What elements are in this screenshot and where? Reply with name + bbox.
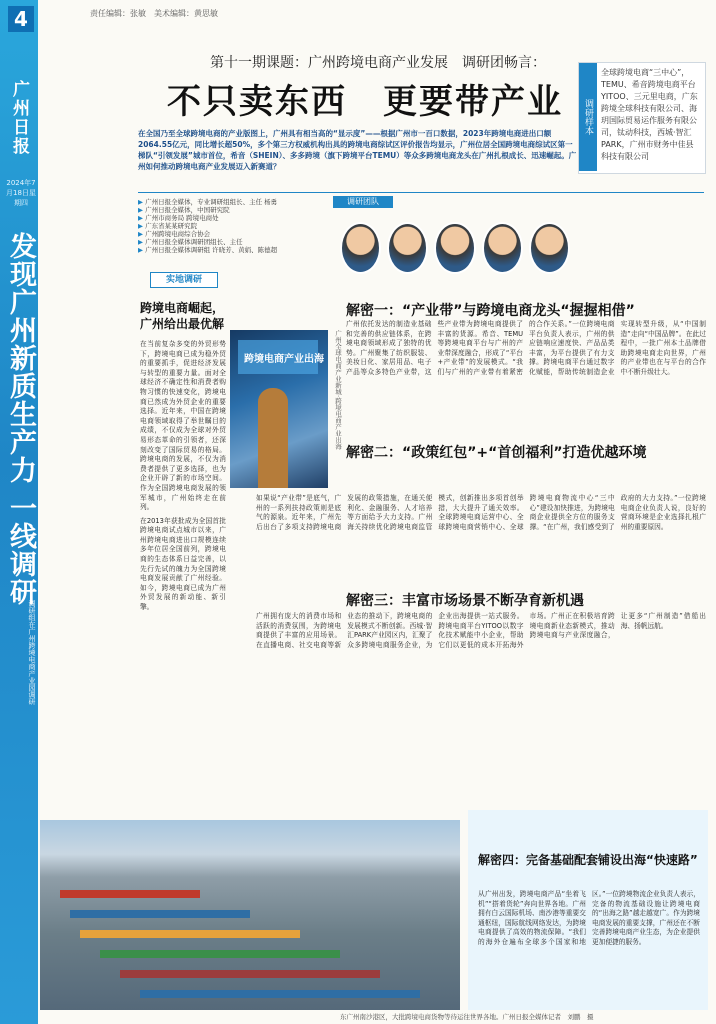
team-tag: 调研团队 — [333, 196, 393, 208]
side-note: 调研组在广州跨境电商产业园调研 — [28, 600, 36, 705]
main-photo — [230, 330, 328, 488]
container-row — [140, 990, 420, 998]
container-row — [120, 970, 380, 978]
photo-sign: 跨境电商产业出海 — [244, 354, 324, 365]
container-row — [70, 910, 250, 918]
team-member: ▶ 广州日报全媒体调研团组长、主任 — [138, 238, 338, 246]
member-photo — [340, 222, 381, 274]
page-number: 4 — [8, 6, 34, 32]
team-member: ▶ 广州市商务局 跨境电商处 — [138, 214, 338, 222]
team-photos — [340, 222, 570, 282]
intro-heading: 跨境电商崛起，广州给出最优解 — [140, 301, 225, 331]
headline: 不只卖东西 更要带产业 — [167, 82, 563, 122]
section4-box — [468, 810, 708, 1010]
sample-tag: 调研样本 — [579, 63, 597, 171]
member-photo — [434, 222, 475, 274]
member-photo — [387, 222, 428, 274]
container-row — [100, 950, 340, 958]
paper-logo: 广州日报 — [9, 80, 29, 156]
section4-body: 从广州出发，跨境电商产品“坐着飞机”“搭着货轮”奔向世界各地。广州拥有白云国际机场、南沙港等重要交通枢纽，国际航线网络发达，为跨境电商提供了高效的物流保障。“我们的海外仓遍布全球多个国家和地区。”一位跨境物流企业负责人表示，完备的物流基础设施让跨境电商的“出海之路”越走越宽广。作为跨境电商发展的重要支撑，广州还在不断完善跨境电商产业生态，为企业提供更加便捷的服务。 — [478, 890, 700, 946]
sample-text: 全球跨境电商“三中心”，TEMU、希音跨境电商平台YITOO、三元里电商，广东跨境全球科技有限公司、海玥国际贸易运作服务有限公司，钛动科技，西城·智汇PARK，广州市财务中佳县科技有限公司 — [601, 68, 698, 161]
section2-body: 如果说“产业带”是底气，广州的一系列扶持政策则是底气的源泉。近年来，广州先后出台了多项支持跨境电商发展的政策措施，在通关便利化、金融服务、人才培养等方面给予大力支持。广州海关持续优化跨境电商监管模式，创新推出多项首创举措，大大提升了通关效率。全球跨境电商运营中心、全球跨境电商营销中心、全球跨境电商物流中心“三中心”建设加快推进，为跨境电商企业提供全方位的服务支撑。“在广州，我们感受到了政府的大力支持。”一位跨境电商企业负责人说，良好的营商环境是企业选择扎根广州的重要原因。 — [256, 494, 706, 531]
team-member: ▶ 广东省某某研究院 — [138, 222, 338, 230]
lead-paragraph: 在全国乃至全球跨境电商的产业版图上，广州具有相当高的“显示度”——根据广州市一百口数据，2023年跨境电商进出口额2064.55亿元，同比增长超50%，多个第三方权威机构出具的跨境电商综试区评价报告均显示，广州位居全国跨境电商综试区第一梯队“引领发展”城市首位，希音（SHEIN）、多多跨境（旗下跨境平台TEMU）等众多跨境电商龙头在广州扎根成长、迅速崛起。广州如何推动跨境电商产业发展迈入新赛道？ — [138, 129, 577, 171]
intro-body — [140, 340, 226, 810]
container-row — [60, 890, 200, 898]
team-member: ▶ 广州日报全媒体，专业调研组组长、主任 杨勇 — [138, 198, 338, 206]
sample-box — [578, 62, 706, 174]
paper-date: 2024年7月18日星期四 — [6, 179, 36, 207]
section-tag: 实地调研 — [150, 272, 218, 288]
team-member: ▶ 广州日报全媒体，中国研究院 — [138, 206, 338, 214]
kicker: 第十一期课题：广州跨境电商产业发展 调研团畅言： — [210, 55, 546, 71]
container-row — [80, 930, 300, 938]
port-photo — [40, 820, 460, 1010]
team-member: ▶ 广州日报全媒体调研组 许晓芳、黄娟、陈德超 — [138, 246, 338, 254]
section3-heading: 解密三：丰富市场场景不断孕育新机遇 — [346, 593, 584, 609]
member-photo — [529, 222, 570, 274]
section4-heading: 解密四：完备基础配套铺设出海“快速路” — [478, 853, 698, 867]
section1-body: 广州依托发达的制造业基础和完善的供应链体系，在跨境电商领域形成了独特的优势。广州聚集了纺织服装、美妆日化、家居用品、电子产品等众多特色产业带，这些产业带为跨境电商提供了丰富的货源。希音、TEMU等跨境电商平台与广州的产业带深度融合，形成了“平台+产业带”的发展模式。“我们与广州的产业带有着紧密的合作关系。”一位跨境电商平台负责人表示，广州的供应链响应速度快、产品品类丰富，为平台提供了有力支撑。跨境电商平台通过数字化赋能，帮助传统制造企业实现转型升级，从“中国制造”走向“中国品牌”。在此过程中，一批广州本土品牌借助跨境电商走向世界，广州的产业带也在与平台的合作中不断升级壮大。 — [346, 320, 706, 376]
series-title: 发现广州新质生产力 一线调研 — [5, 232, 36, 607]
editor-line: 责任编辑：张敏 美术编辑：黄思敏 — [90, 9, 218, 18]
section2-heading: 解密二：“政策红包”+“首创福利”打造优越环境 — [346, 445, 647, 461]
team-list — [138, 198, 338, 254]
photo-caption: 广州全球电商产业新城·跨境电商产业出海 — [334, 330, 342, 450]
member-photo — [482, 222, 523, 274]
paragraph: 在当前复杂多变的外贸形势下，跨境电商已成为稳外贸的重要抓手，促进经济发展与转型的重要力量。面对全球经济不确定性和消费者购物习惯的快速变化，跨境电商已然成为外贸企业的重要选择。近年来，中国在跨境电商领域取得了举世瞩目的成绩，不仅成为全球对外贸易形态革命的引领者，还深刻改变了国际贸易的格局。跨境电商的发展，不仅为消费者提供了更多选择，也为企业开辟了新的市场空间。作为全国跨境电商发展的领军城市，广州始终走在前列。 — [140, 340, 226, 512]
divider — [138, 192, 704, 193]
team-member: ▶ 广州跨境电商综合协会 — [138, 230, 338, 238]
paragraph: 在2013年获批成为全国首批跨境电商试点城市以来，广州跨境电商进出口规模连续多年位居全国前列，跨境电商的生态体系日益完善，以先行先试的魄力为全国跨境电商发展贡献了广州经验。如今，跨境电商已成为广州外贸发展的新动能、新引擎。 — [140, 516, 226, 612]
section1-heading: 解密一：“产业带”与跨境电商龙头“握握相借” — [346, 303, 635, 319]
person-figure — [258, 388, 288, 488]
section3-body: 广州拥有庞大的消费市场和活跃的消费氛围，为跨境电商提供了丰富的应用场景。在直播电商、社交电商等新业态的推动下，跨境电商的发展模式不断创新。西城·智汇PARK产业园区内，汇聚了众多跨境电商服务企业，为企业出海提供一站式服务。跨境电商平台YITOO以数字化技术赋能中小企业，帮助它们以更低的成本开拓海外市场。广州正在积极培育跨境电商新业态新模式，推动跨境电商与产业深度融合，让更多“广州制造”借船出海、扬帆远航。 — [256, 612, 706, 649]
photo-credit: 东广州南沙港区，大批跨境电商货物等待运往世界各地。广州日报全媒体记者 刘鹏 摄 — [340, 1013, 594, 1021]
